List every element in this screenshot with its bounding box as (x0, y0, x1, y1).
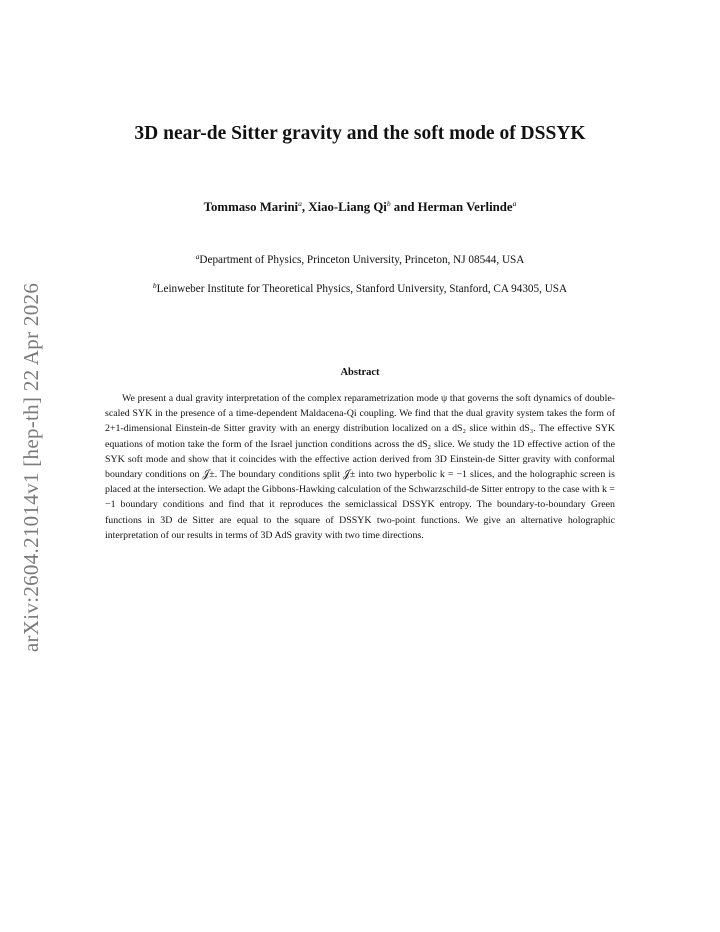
affiliation-text: Leinweber Institute for Theoretical Physics, Stanford University, Stanford, CA 94305, USA (156, 283, 568, 295)
author-separator: and (390, 200, 418, 214)
affiliation-mark: a (195, 252, 200, 261)
author-separator: , (301, 200, 309, 214)
affiliation-princeton (60, 252, 660, 268)
arxiv-identifier-stamp (14, 258, 50, 676)
affiliation-mark: a (298, 199, 302, 208)
affiliation-stanford (60, 281, 660, 297)
arxiv-identifier-text: arXiv:2604.21014v1 [hep-th] 22 Apr 2026 (19, 282, 44, 652)
author-name: Tommaso Marini (203, 200, 299, 214)
abstract-body: We present a dual gravity interpretation of the complex reparametrization mode ψ that governs the soft dynamics of double-scaled SYK in the presence of a time-dependent Maldacena-Qi coupling. We find that the dual gravity system takes the form of 2+1-dimensional Einstein-de Sitter gravity with an energy distribution localized on a dS₂ slice within dS₃. The effective SYK equations of motion take the form of the Israel junction conditions across the dS₂ slice. We study the 1D effective action of the SYK soft mode and show that it coincides with the effective action derived from 3D Einstein-de Sitter gravity with conformal boundary conditions on 𝒥±. The boundary conditions split 𝒥± into two hyperbolic k = −1 slices, and the holographic screen is placed at the intersection. We adapt the Gibbons-Hawking calculation of the Schwarzschild-de Sitter entropy to the case with k = −1 boundary conditions and find that it reproduces the semiclassical DSSYK entropy. The boundary-to-boundary Green functions in 3D de Sitter are equal to the square of DSSYK two-point functions. We give an alternative holographic interpretation of our results in terms of 3D AdS gravity with two time directions. (105, 393, 615, 541)
abstract-heading: Abstract (340, 367, 380, 378)
author-list (60, 198, 660, 216)
affiliation-mark: b (152, 281, 157, 290)
affiliation-text: Department of Physics, Princeton University, Princeton, NJ 08544, USA (199, 254, 525, 266)
affiliation-mark: a (512, 199, 517, 208)
affiliation-mark: b (386, 199, 391, 208)
author-name: Xiao-Liang Qi (308, 200, 387, 214)
author-name: Herman Verlinde (417, 200, 513, 214)
paper-title: 3D near-de Sitter gravity and the soft mode of DSSYK (134, 123, 586, 144)
